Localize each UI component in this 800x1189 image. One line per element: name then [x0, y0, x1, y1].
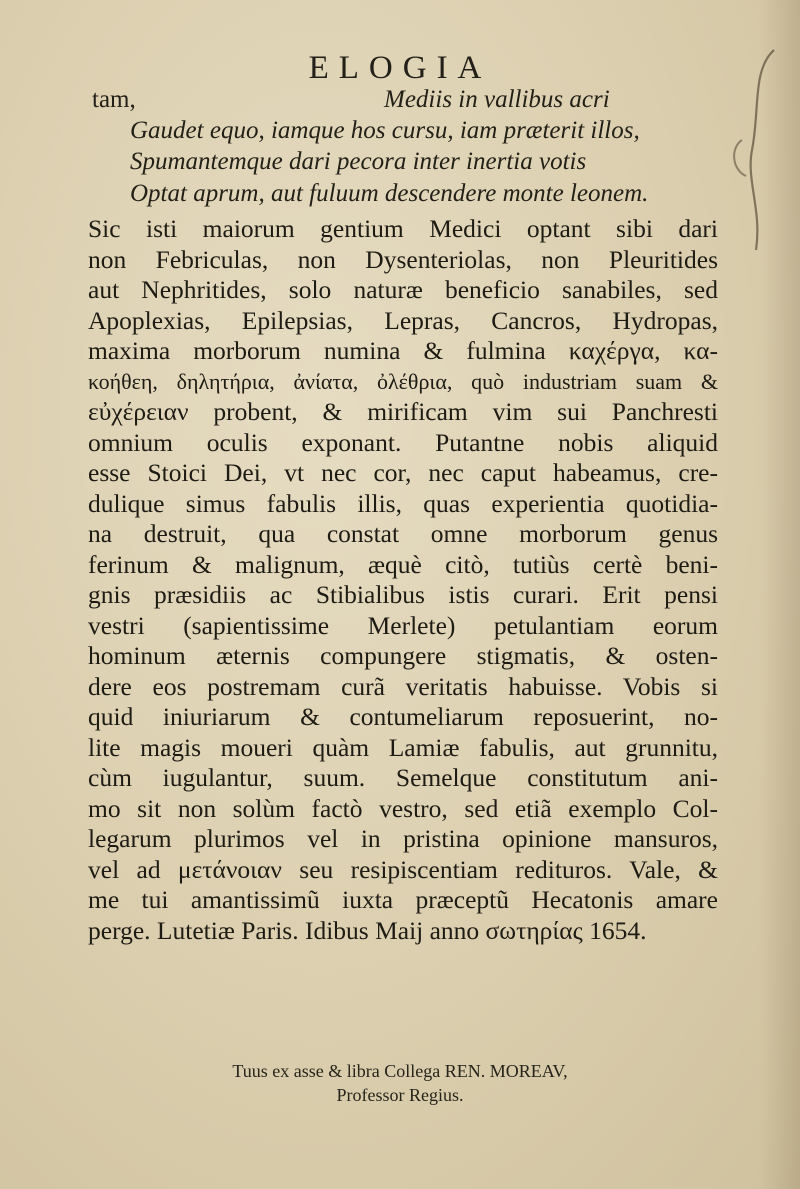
verse-line: Mediis in vallibus acri [384, 86, 610, 113]
prose-line: κοήθεη, δηλητήρια, ἀνίατα, ὀλέθρια, quò industriam suam & [88, 368, 718, 394]
prose-line: me tui amantissimũ iuxta præceptũ Hecatonis amare [88, 885, 718, 914]
prose-line: dulique simus fabulis illis, quas experientia quotidia- [88, 488, 718, 518]
prose-line: maxima morborum numina & fulmina καχέργα, κα- [88, 336, 718, 365]
prose-line: vel ad μετάνοιαν seu resipiscentiam redituros. Vale, & [88, 854, 718, 884]
prose-line: omnium oculis exponant. Putantne nobis aliquid [88, 427, 718, 457]
prose-line: lite magis moueri quàm Lamiæ fabulis, aut grunnitu, [88, 732, 718, 762]
prose-line: aut Nephritides, solo naturæ beneficio sanabiles, sed [88, 275, 718, 304]
prose-line: Sic isti maiorum gentium Medici optant sibi dari [88, 214, 718, 243]
prose-line: esse Stoici Dei, vt nec cor, nec caput habeamus, cre- [88, 458, 718, 487]
prose-line: na destruit, qua constat omne morborum genus [88, 519, 718, 548]
prose-line: Apoplexias, Epilepsias, Lepras, Cancros, Hydropas, [88, 305, 718, 335]
prose-line: cùm iugulantur, suum. Semelque constitutum ani- [88, 763, 718, 792]
margin-bracket-icon [712, 30, 792, 270]
prose-line: hominum æternis compungere stigmatis, & osten- [88, 641, 718, 670]
verse-line: Spumantemque dari pecora inter inertia votis [130, 148, 587, 175]
prose-line: εὐχέρειαν probent, & mirificam vim sui Panchresti [88, 397, 718, 426]
catchword-left: tam, [92, 86, 136, 113]
signature-line: Professor Regius. [336, 1085, 464, 1105]
prose-line: quid iniuriarum & contumeliarum reposuerint, no- [88, 702, 718, 731]
verse-line: Gaudet equo, iamque hos cursu, iam præterit illos, [130, 117, 640, 144]
prose-line: vestri (sapientissime Merlete) petulantiam eorum [88, 610, 718, 640]
prose-line: gnis præsidiis ac Stibialibus istis curari. Erit pensi [88, 580, 718, 609]
prose-line: dere eos postremam curã veritatis habuisse. Vobis si [88, 671, 718, 701]
prose-line: ferinum & malignum, æquè citò, tutiùs certè beni- [88, 549, 718, 579]
prose-line: non Febriculas, non Dysenteriolas, non Pleuritides [88, 244, 718, 274]
prose-line: mo sit non solùm factò vestro, sed etiã exemplo Col- [88, 793, 718, 823]
verse-line: Optat aprum, aut fuluum descendere monte leonem. [130, 180, 649, 207]
running-head: ELOGIA [308, 50, 492, 86]
signature-line: Tuus ex asse & libra Collega REN. MOREAV, [232, 1061, 568, 1081]
prose-block [88, 214, 718, 946]
prose-line: perge. Lutetiæ Paris. Idibus Maij anno σωτηρίας 1654. [88, 915, 647, 945]
prose-line: legarum plurimos vel in pristina opinione mansuros, [88, 824, 718, 853]
